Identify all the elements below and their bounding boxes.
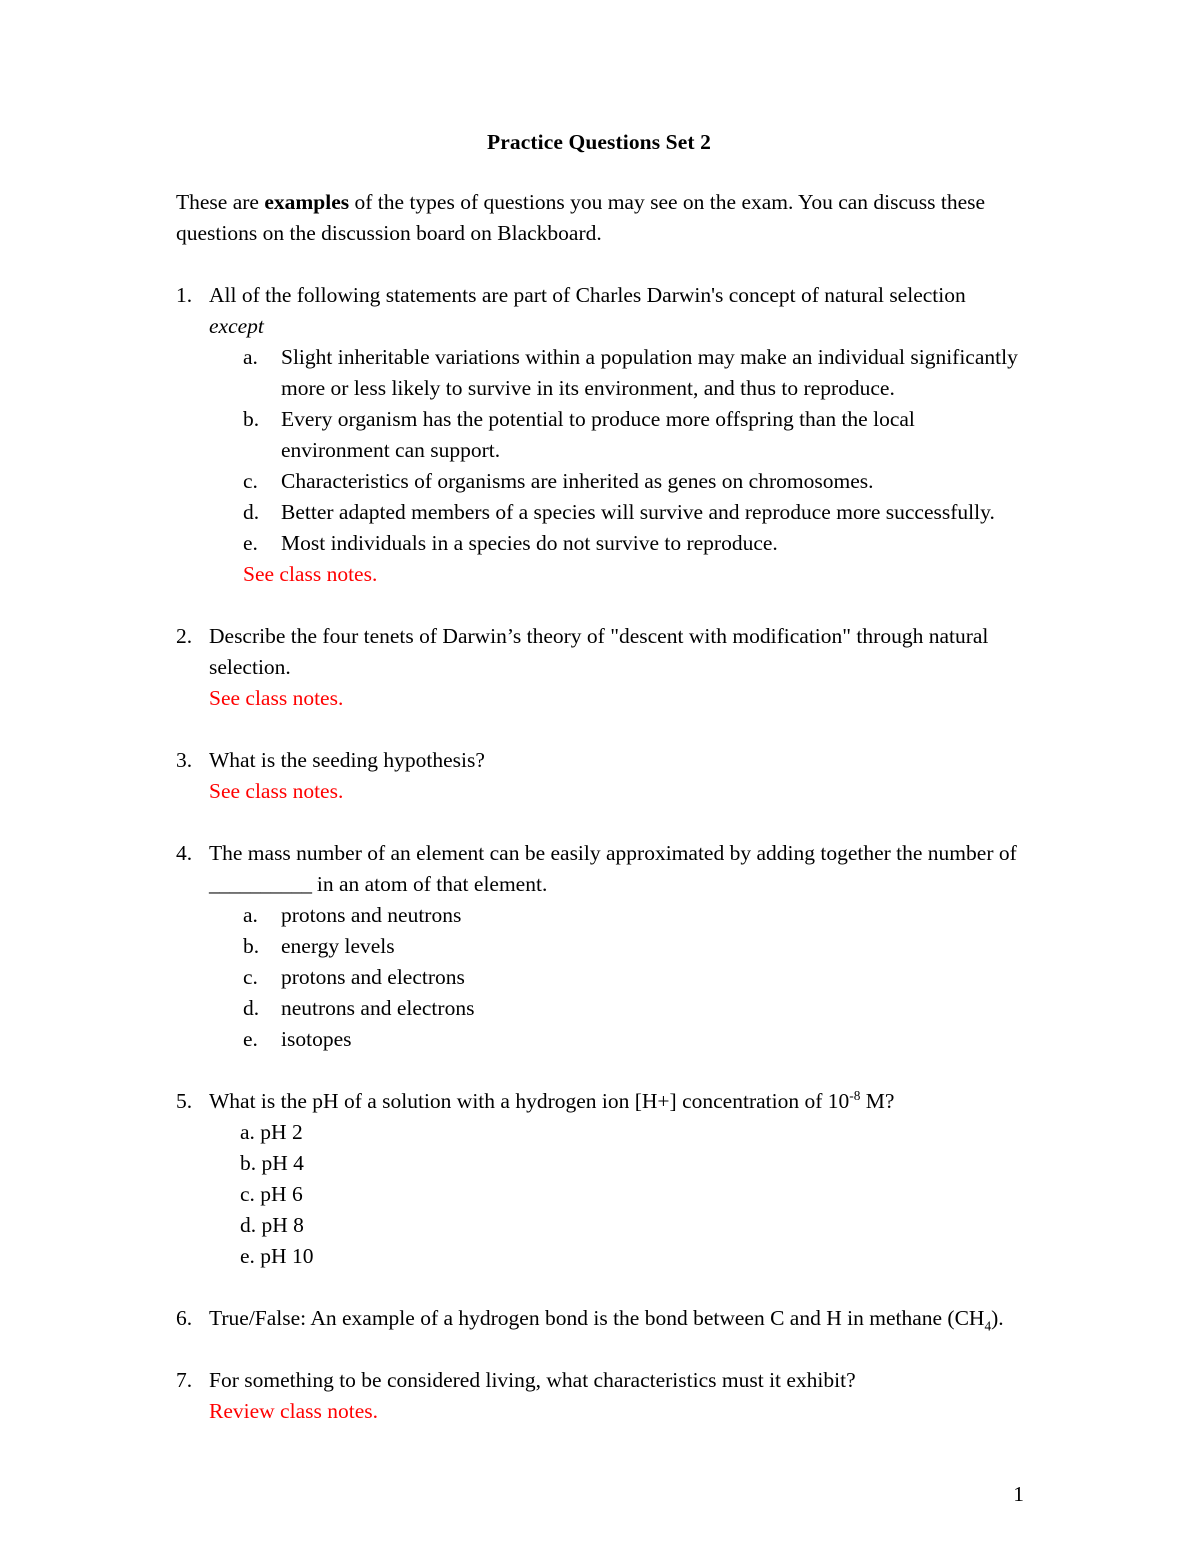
question-5-text-after-superscript: M? (860, 1088, 895, 1113)
question-1-text-part1: All of the following statements are part of Charles Darwin's concept of natural selection (209, 282, 966, 307)
option-4e-label: e. (243, 1026, 258, 1051)
answer-note-1: See class notes. (243, 561, 378, 586)
option-4d-text: neutrons and electrons (281, 995, 475, 1020)
option-1c (243, 466, 1022, 497)
answer-note-7: Review class notes. (209, 1398, 378, 1423)
option-1c-label: c. (243, 468, 258, 493)
option-1a-label: a. (243, 344, 258, 369)
answer-note-3: See class notes. (209, 778, 344, 803)
question-item-6 (176, 1303, 1022, 1334)
option-1b-label: b. (243, 406, 260, 431)
option-4a (243, 900, 1022, 931)
option-5a: a. pH 2 (240, 1119, 303, 1144)
option-4c-text: protons and electrons (281, 964, 465, 989)
question-number-1: 1. (176, 282, 193, 307)
option-1d-text: Better adapted members of a species will survive and reproduce more successfully. (281, 499, 995, 524)
option-4b-text: energy levels (281, 933, 395, 958)
option-1b (243, 404, 1022, 466)
question-text-1 (209, 280, 1022, 342)
question-item-4 (176, 838, 1022, 1055)
page-title: Practice Questions Set 2 (487, 130, 711, 154)
option-1e-text: Most individuals in a species do not survive to reproduce. (281, 530, 778, 555)
option-4b (243, 931, 1022, 962)
document-body (176, 132, 1022, 1427)
intro-text-after-bold: of the types of questions you may see on the exam. You can discuss these questions on the discussion board on Blackboard. (176, 189, 986, 245)
question-4-text-after-blank: in an atom of that element. (311, 871, 548, 896)
option-5c: c. pH 6 (240, 1181, 303, 1206)
question-text-2: Describe the four tenets of Darwin’s theory of "descent with modification" through natural selection. (209, 623, 989, 679)
questions-list (176, 280, 1022, 1427)
question-text-3: What is the seeding hypothesis? (209, 747, 485, 772)
question-item-1 (176, 280, 1022, 590)
question-6-methane-subscript: 4 (984, 1317, 992, 1333)
option-4e (243, 1024, 1022, 1055)
option-4e-text: isotopes (281, 1026, 352, 1051)
option-1a (243, 342, 1022, 404)
question-5-text-before-superscript: What is the pH of a solution with a hydrogen ion [H+] concentration of 10 (209, 1088, 850, 1113)
option-1d (243, 497, 1022, 528)
question-number-3: 3. (176, 747, 193, 772)
question-item-3 (176, 745, 1022, 807)
question-item-2 (176, 621, 1022, 714)
question-4-text-before-blank: The mass number of an element can be easily approximated by adding together the number of (209, 840, 1017, 865)
question-5-options (240, 1117, 1022, 1272)
option-1e (243, 528, 1022, 559)
question-text-4 (209, 838, 1022, 900)
intro-paragraph (176, 187, 1022, 249)
page-number: 1 (1013, 1481, 1024, 1506)
question-item-7 (176, 1365, 1022, 1427)
option-4d (243, 993, 1022, 1024)
question-number-7: 7. (176, 1367, 193, 1392)
option-5b: b. pH 4 (240, 1150, 304, 1175)
question-number-5: 5. (176, 1088, 193, 1113)
question-number-4: 4. (176, 840, 193, 865)
option-5d: d. pH 8 (240, 1212, 304, 1237)
option-1e-label: e. (243, 530, 258, 555)
option-4d-label: d. (243, 995, 260, 1020)
intro-text-before-bold: These are (176, 189, 265, 214)
option-1b-text: Every organism has the potential to produce more offspring than the local environment can support. (281, 406, 915, 462)
option-4a-text: protons and neutrons (281, 902, 462, 927)
option-4a-label: a. (243, 902, 258, 927)
option-1c-text: Characteristics of organisms are inherited as genes on chromosomes. (281, 468, 874, 493)
question-1-options (209, 342, 1022, 559)
answer-note-2: See class notes. (209, 685, 344, 710)
option-4c (243, 962, 1022, 993)
option-1a-text: Slight inheritable variations within a population may make an individual significantly more or less likely to survive in its environment, and thus to reproduce. (281, 344, 1018, 400)
question-text-7: For something to be considered living, what characteristics must it exhibit? (209, 1367, 856, 1392)
question-5-exponent: -8 (849, 1087, 861, 1103)
question-4-options (209, 900, 1022, 1055)
question-text-5 (209, 1086, 1022, 1117)
question-6-text-after-subscript: ). (991, 1305, 1004, 1330)
question-number-2: 2. (176, 623, 193, 648)
question-4-blank: __________ (209, 871, 312, 896)
option-4c-label: c. (243, 964, 258, 989)
intro-emphasis-examples: examples (264, 189, 350, 214)
question-6-text-before-subscript: True/False: An example of a hydrogen bond is the bond between C and H in methane (CH (209, 1305, 985, 1330)
question-number-6: 6. (176, 1305, 193, 1330)
question-item-5 (176, 1086, 1022, 1272)
option-5e: e. pH 10 (240, 1243, 314, 1268)
option-1d-label: d. (243, 499, 260, 524)
option-4b-label: b. (243, 933, 260, 958)
question-1-italic-except: except (209, 313, 264, 338)
question-text-6 (209, 1303, 1022, 1334)
